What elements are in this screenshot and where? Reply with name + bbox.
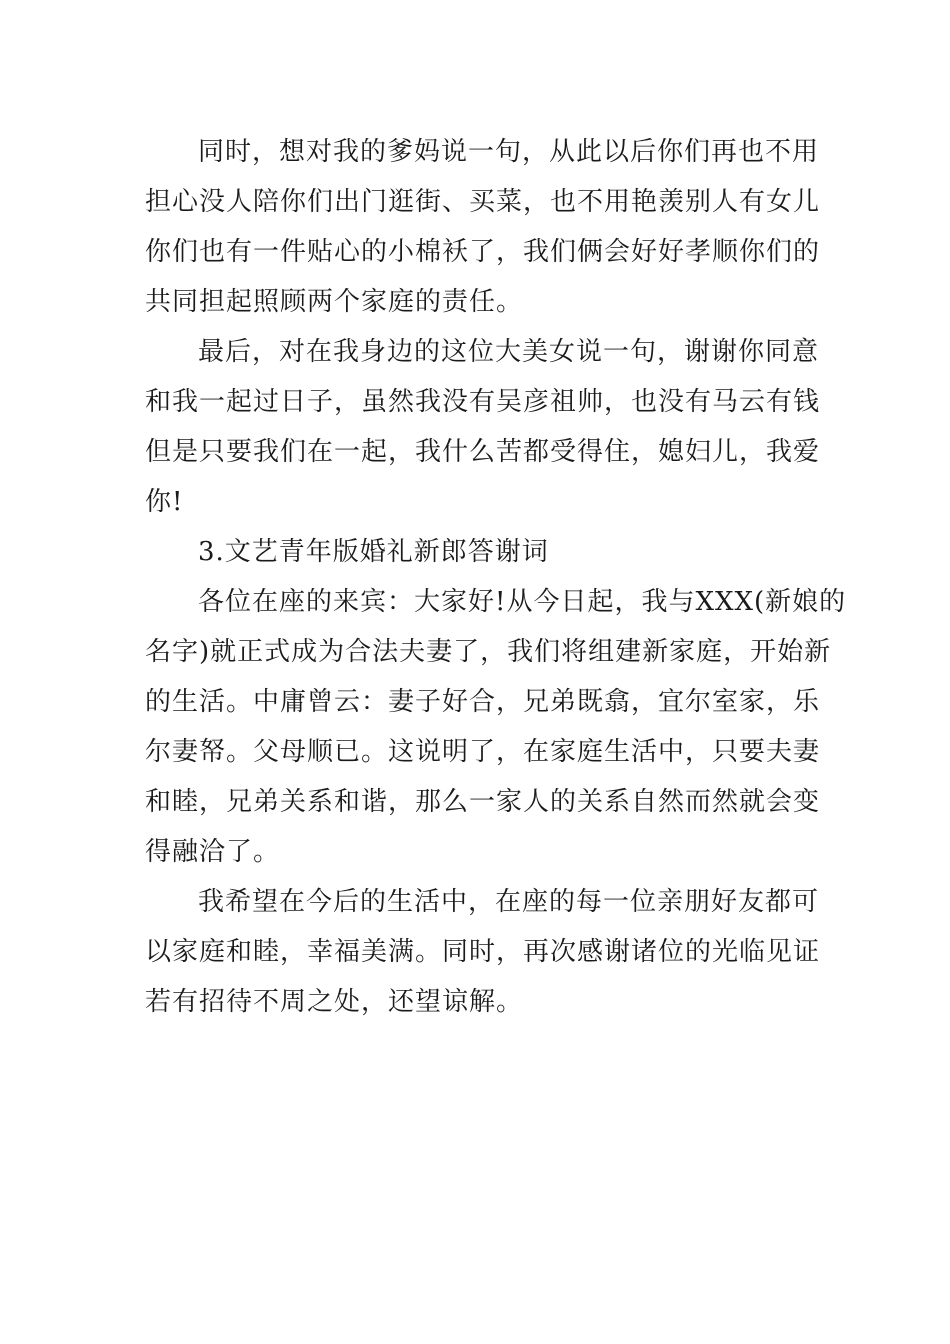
- text-line: 我希望在今后的生活中，在座的每一位亲朋好友都可: [198, 887, 820, 917]
- document-body: [145, 127, 847, 1027]
- text-line: 你!: [145, 487, 184, 517]
- text-line: 若有招待不周之处，还望谅解。: [145, 987, 524, 1017]
- text-line: 共同担起照顾两个家庭的责任。: [145, 287, 524, 317]
- text-line: 和我一起过日子，虽然我没有吴彦祖帅，也没有马云有钱: [145, 387, 821, 417]
- paragraph-closing-wishes: [145, 877, 821, 1027]
- paragraph-thanks-parents: [145, 127, 821, 327]
- text-line: 最后，对在我身边的这位大美女说一句，谢谢你同意: [198, 337, 820, 367]
- text-line: 以家庭和睦，幸福美满。同时，再次感谢诸位的光临见证: [145, 937, 821, 967]
- text-line: 和睦，兄弟关系和谐，那么一家人的关系自然而然就会变: [145, 787, 821, 817]
- paragraph-greeting-guests: [145, 577, 847, 877]
- heading-line: 3.文艺青年版婚礼新郎答谢词: [198, 537, 549, 567]
- text-line: 担心没人陪你们出门逛街、买菜，也不用艳羡别人有女儿: [145, 187, 821, 217]
- text-line: 尔妻帑。父母顺已。这说明了，在家庭生活中，只要夫妻: [145, 737, 821, 767]
- text-line: 得融洽了。: [145, 837, 281, 867]
- text-line: 你们也有一件贴心的小棉袄了，我们俩会好好孝顺你们的: [145, 237, 821, 267]
- paragraph-to-bride: [145, 327, 821, 527]
- text-line: 同时，想对我的爹妈说一句，从此以后你们再也不用: [198, 137, 820, 167]
- text-line: 的生活。中庸曾云：妻子好合，兄弟既翕，宜尔室家，乐: [145, 687, 821, 717]
- text-line: 名字)就正式成为合法夫妻了，我们将组建新家庭，开始新: [145, 637, 832, 667]
- text-line: 但是只要我们在一起，我什么苦都受得住，媳妇儿，我爱: [145, 437, 821, 467]
- text-line: 各位在座的来宾：大家好!从今日起，我与XXX(新娘的: [198, 587, 847, 617]
- section-heading: [145, 527, 807, 577]
